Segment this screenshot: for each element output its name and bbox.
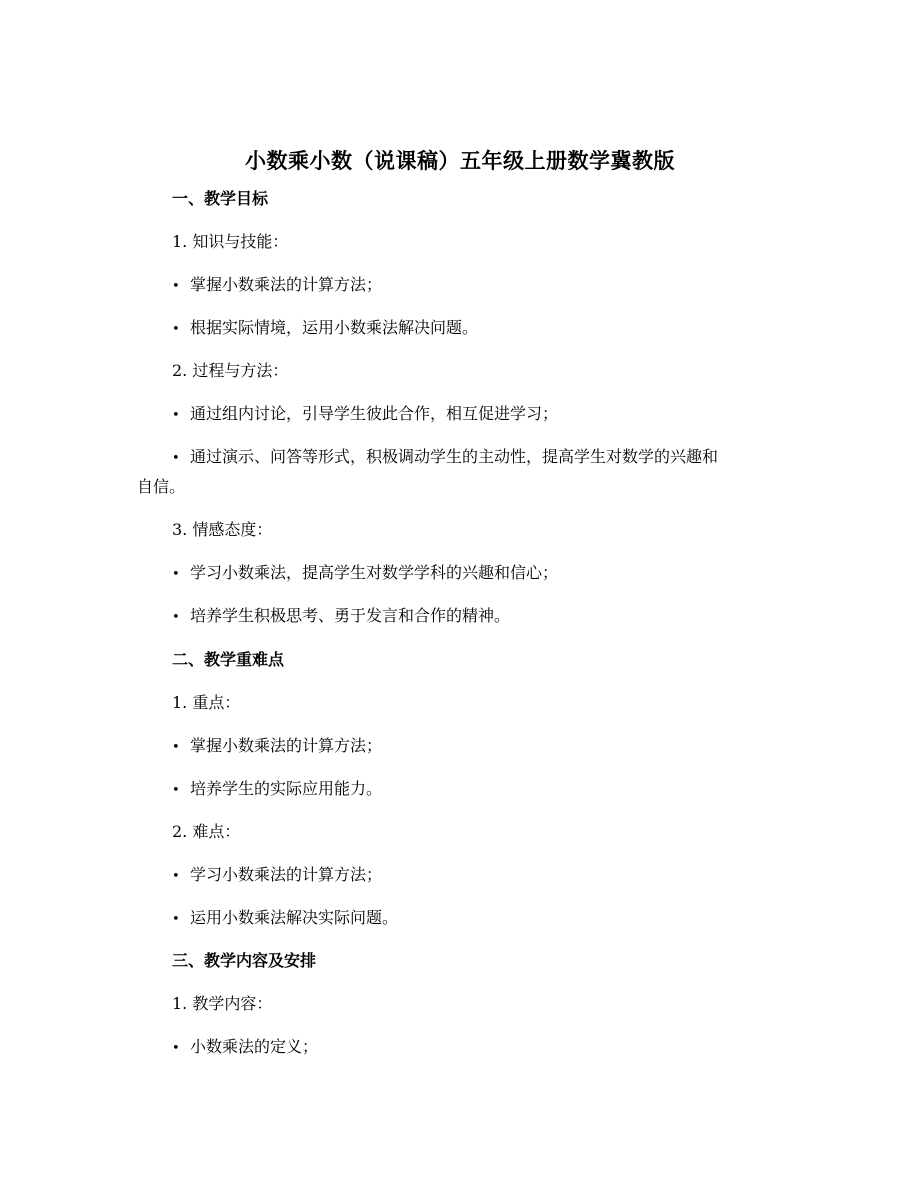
list-item-text: 运用小数乘法解决实际问题。 xyxy=(190,908,399,927)
list-item xyxy=(172,561,558,587)
list-item xyxy=(172,1035,318,1061)
list-item-continuation: 自信。 xyxy=(137,477,186,496)
subheading-key: 1. 重点： xyxy=(172,693,241,712)
subheading-teaching-content: 1. 教学内容： xyxy=(172,994,273,1013)
list-item xyxy=(172,604,510,630)
list-item xyxy=(172,906,398,932)
list-item-text: 小数乘法的定义； xyxy=(190,1037,319,1056)
list-item-text: 通过演示、问答等形式，积极调动学生的主动性，提高学生对数学的兴趣和 xyxy=(190,447,719,466)
bullet-icon: • xyxy=(172,610,180,625)
section-heading-content: 三、教学内容及安排 xyxy=(172,951,317,970)
subheading-difficulty: 2. 难点： xyxy=(172,822,241,841)
list-item xyxy=(172,402,558,428)
subheading-knowledge-skills: 1. 知识与技能： xyxy=(172,232,289,251)
bullet-icon: • xyxy=(172,322,180,337)
list-item-text: 掌握小数乘法的计算方法； xyxy=(190,275,383,294)
bullet-icon: • xyxy=(172,783,180,798)
bullet-icon: • xyxy=(172,869,180,884)
list-item-text: 培养学生积极思考、勇于发言和合作的精神。 xyxy=(190,606,511,625)
list-item xyxy=(172,316,478,342)
subheading-process-methods: 2. 过程与方法： xyxy=(172,361,289,380)
list-item xyxy=(172,863,382,889)
list-item-text: 通过组内讨论，引导学生彼此合作，相互促进学习； xyxy=(190,404,559,423)
list-item-text: 学习小数乘法的计算方法； xyxy=(190,865,383,884)
list-item-text: 学习小数乘法，提高学生对数学学科的兴趣和信心； xyxy=(190,563,559,582)
section-heading-key-points: 二、教学重难点 xyxy=(172,650,285,669)
bullet-icon: • xyxy=(172,567,180,582)
bullet-icon: • xyxy=(172,408,180,423)
bullet-icon: • xyxy=(172,279,180,294)
subheading-attitude: 3. 情感态度： xyxy=(172,520,273,539)
list-item-text: 培养学生的实际应用能力。 xyxy=(190,779,383,798)
list-item-text: 掌握小数乘法的计算方法； xyxy=(190,736,383,755)
list-item-text: 根据实际情境，运用小数乘法解决问题。 xyxy=(190,318,479,337)
list-item xyxy=(172,734,382,760)
list-item xyxy=(172,273,382,299)
list-item xyxy=(172,777,382,803)
bullet-icon: • xyxy=(172,1041,180,1056)
section-heading-objectives: 一、教学目标 xyxy=(172,189,269,208)
bullet-icon: • xyxy=(172,451,180,466)
bullet-icon: • xyxy=(172,740,180,755)
document-title: 小数乘小数（说课稿）五年级上册数学冀教版 xyxy=(245,149,675,173)
list-item xyxy=(172,445,718,471)
bullet-icon: • xyxy=(172,912,180,927)
